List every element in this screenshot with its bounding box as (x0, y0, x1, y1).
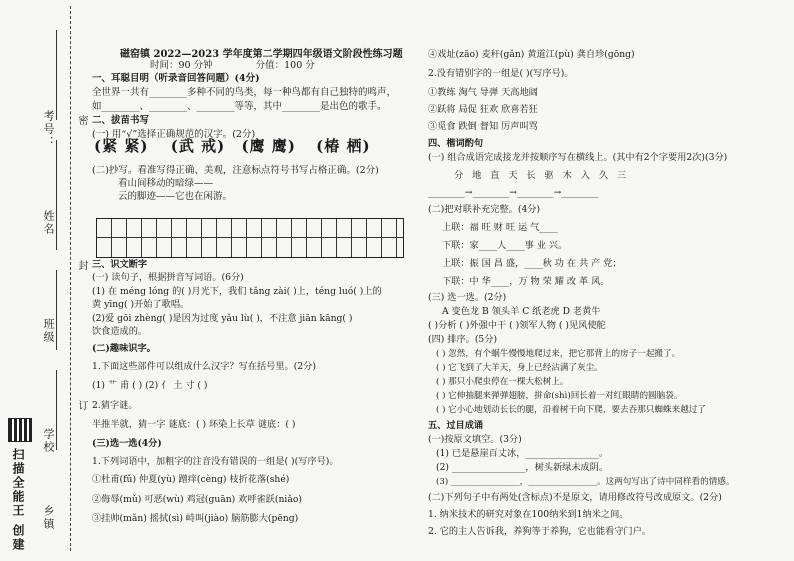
right-line-27: (3) ________________，________________。这两句写出了诗中同样看的情感。 (436, 477, 735, 487)
left-line-3: 二、拔苗书写 (92, 115, 150, 126)
right-line-25: (1) 已是悬崖百丈冰，________________。 (436, 448, 609, 459)
left-line-18: 半推半就，猜一字 谜底：( ) 环染上长草 谜底：( ) (92, 419, 296, 431)
right-line-11: 下联：家____人____事 业 兴。 (442, 240, 568, 251)
school-line (56, 370, 57, 450)
exam-score: 分值：100 分 (255, 60, 315, 71)
right-line-23: 五、过目成诵 (428, 420, 484, 431)
left-line-7: 云的脚迹——它也在闲游。 (118, 191, 233, 202)
right-line-28: (二)下列句子中有两处(含标点)不是原文，请用修改符号改成原文。(2分) (428, 492, 722, 503)
left-line-2: 如________、________、________等等，其中________是出色的歌手。 (92, 101, 387, 112)
left-line-23: ③挂帅(mǎn) 摇拭(sì) 峙叫(jiào) 脑筋膨大(pēng) (92, 513, 299, 525)
left-line-22: ②侮辱(mǔ) 可恶(wù) 鸡冠(guān) 欢呼雀跃(niǎo) (92, 493, 302, 505)
left-line-15: 1.下面这些部件可以组成什么汉字？写在括号里。(2分) (92, 360, 316, 372)
right-line-3: ②跃将 局促 狂欢 欣喜若狂 (428, 104, 538, 115)
exam-time-score (150, 57, 315, 71)
left-line-19: (三)选一选(4分) (92, 438, 162, 450)
char-card-4: (椿 栖) (316, 137, 371, 155)
left-line-4: (一) 用“√”选择正确规范的汉字。(2分) (92, 129, 256, 140)
right-line-1: 2.没有错别字的一组是( )(写序号)。 (428, 68, 574, 79)
left-column-top (92, 72, 412, 142)
right-line-6: (一) 组合成语完成接龙并按顺序写在横线上。(其中有2个字要用2次)(3分) (428, 152, 728, 163)
left-line-6: 看山间移动的暗绿—— (118, 178, 214, 189)
class-label: 班级 (42, 318, 55, 344)
bind-mark: 订 (76, 400, 87, 412)
left-line-10: (1) 在 méng lóng 的( )月光下，我们 tǎng zài( )上，téng luó( )上的 (92, 285, 382, 297)
right-line-17: (四) 排序。(5分) (428, 334, 498, 345)
left-line-14: (二)趣味识字。 (92, 343, 156, 355)
char-card-1: (紧 紧) (94, 137, 149, 155)
char-choice-row (94, 135, 371, 156)
left-line-16: (1) 艹 甫 ( ) (2) 亻 土 寸 ( ) (92, 380, 208, 392)
left-line-13: 饮食造成的。 (92, 326, 148, 338)
right-line-30: 2. 它的主人告诉我，养狗等于养狗，它也能看守门户。 (428, 526, 651, 537)
right-line-24: (一)按原文填空。(3分) (428, 434, 522, 445)
exam-title: 磁窑镇 2022—2023 学年度第二学期四年级语文阶段性练习题 (120, 49, 403, 60)
cut-line (70, 6, 71, 551)
right-line-16: ( )分析 ( )外强中干 ( )领军人物 ( )见风使舵 (428, 320, 606, 331)
left-line-0: 一、耳聪目明（听录音回答问题）(4分) (92, 73, 260, 84)
copy-section (92, 164, 379, 203)
right-column (428, 48, 735, 539)
town-label: 乡镇 (42, 505, 55, 531)
right-line-29: 1. 纳米技术的研究对象在100纳米到1纳米之间。 (428, 509, 629, 520)
right-line-26: (2) ________________，树头新绿未成阴。 (436, 462, 609, 473)
left-line-8: 三、识文断字 (92, 259, 148, 270)
left-line-20: 1.下列词语中，加粗字的注音没有错误的一组是( )(写序号)。 (92, 455, 339, 467)
right-line-21: ( ) 它伸抽腿来弹弹翅膀，拼命(shì)回长着一对红眼睛的圆脑袋。 (436, 391, 683, 401)
exam-no-line (56, 30, 57, 120)
exam-no-label: 考号： (42, 110, 55, 149)
right-line-0: ④戏址(zāo) 麦秆(gǎn) 黄道江(pù) 龚自珍(gōng) (428, 49, 635, 60)
right-line-12: 上联：振 国 昌 盛，____秋 功 在 共 产 党； (442, 258, 622, 269)
right-line-19: ( ) 它飞到了大羊天，身上已经沾满了灰尘。 (436, 363, 603, 373)
class-line (56, 270, 57, 350)
right-line-18: ( ) 忽然，有个蜗牛慢慢地爬过来，把它那背上的房子一起搬了。 (436, 349, 681, 359)
left-line-1: 全世界一共有________多种不同的鸟类，每一种鸟都有自己独特的鸣声， (92, 87, 397, 98)
seal-mark: 密 (76, 115, 87, 127)
right-line-20: ( ) 那只小爬虫停在一棵大松树上。 (436, 377, 569, 387)
right-line-22: ( ) 它小心地划动长长的腿，沿着树干向下爬，要去吞那只蜘蛛来越过了 (436, 405, 706, 415)
left-line-17: 2.猜字谜。 (92, 399, 138, 411)
right-line-13: 下联：中 华____，万 物 荣 耀 改 革 风。 (442, 276, 610, 287)
right-line-15: A 变色龙 B 领头羊 C 纸老虎 D 老黄牛 (442, 306, 601, 317)
right-line-5: 四、楷词酌句 (428, 138, 484, 149)
name-label: 姓名 (42, 210, 55, 236)
qr-code-icon (8, 418, 32, 442)
right-line-10: 上联：福 旺 财 旺 运 气____ (442, 222, 558, 233)
left-line-12: (2)爱 gōi zhèng( )是因为过度 yǎu lù( )，不注意 jiān kāng( ) (92, 312, 353, 324)
char-card-3: (鹰 鹰) (241, 137, 296, 155)
right-line-9: (二)把对联补充完整。(4分) (428, 204, 541, 215)
right-line-7: 分 地 直 天 长 驱 木 入 久 三 (454, 170, 630, 181)
right-line-2: ①教练 淘气 导弹 天高地阔 (428, 87, 538, 98)
char-card-2: (武 戒) (170, 137, 226, 155)
line-mark: 封 (76, 260, 87, 272)
left-line-11: 黄 yīng( )开始了歌唱。 (92, 299, 190, 311)
right-line-8: ________→________→________→________ (428, 187, 599, 198)
exam-time: 时间：90 分钟 (150, 60, 213, 71)
left-line-21: ①杜甫(fǔ) 仲夏(yù) 蹭痒(cèng) 枝折花落(shé) (92, 474, 290, 486)
binding-margin (0, 0, 88, 561)
left-column-bottom (92, 258, 382, 526)
scanner-watermark: 扫描全能王 创建 (11, 448, 25, 553)
left-line-5: (二)抄写。看准写得正确、美观，注意标点符号书写占格正确。(2分) (92, 165, 379, 176)
writing-grid[interactable] (96, 218, 404, 258)
school-label: 学校 (42, 428, 55, 454)
left-line-9: (一) 读句子，根据拼音写词语。(6分) (92, 272, 244, 284)
right-line-4: ③觅食 跌倒 督知 厉声叫骂 (428, 121, 538, 132)
name-line (56, 140, 57, 250)
right-line-14: (三) 选一选。(2分) (428, 292, 507, 303)
